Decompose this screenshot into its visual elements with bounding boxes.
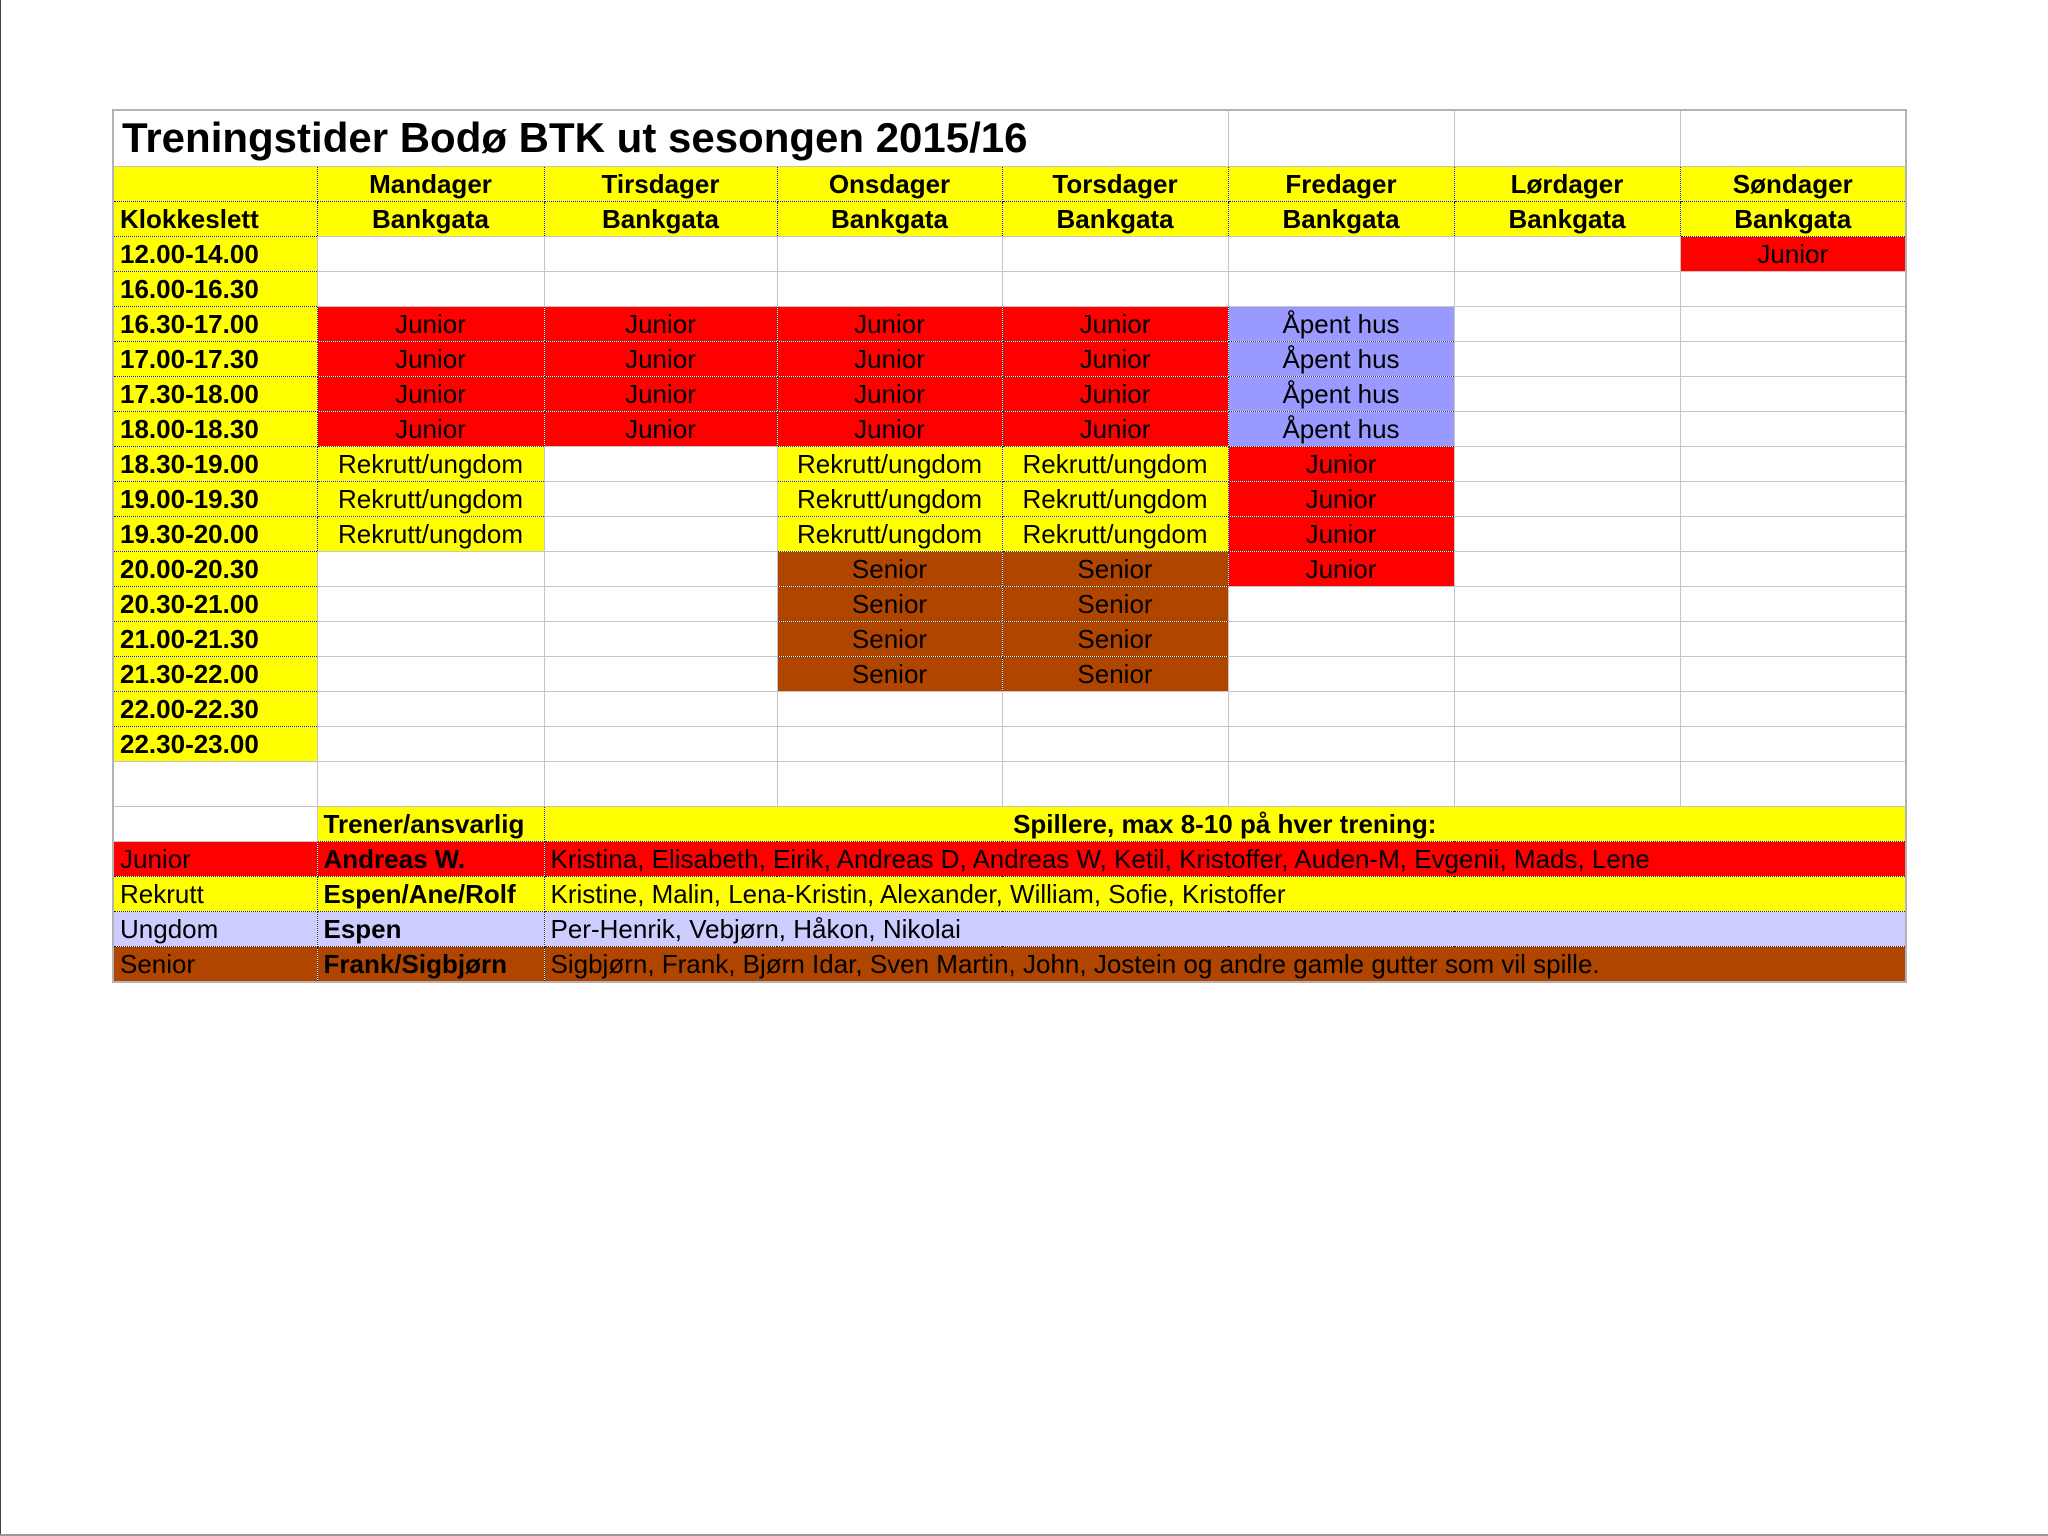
roster-players-ungdom: Per-Henrik, Vebjørn, Håkon, Nikolai xyxy=(544,911,1906,946)
time-column-label: Klokkeslett xyxy=(113,201,317,236)
session-cell-wednesday: Junior xyxy=(777,306,1002,341)
spacer-row xyxy=(113,762,1906,806)
empty-slot-saturday xyxy=(1454,306,1680,341)
venue-wednesday: Bankgata xyxy=(777,201,1002,236)
venue-header-row xyxy=(113,201,1906,236)
time-slot-label: 19.00-19.30 xyxy=(113,481,317,516)
session-cell-thursday: Senior xyxy=(1002,587,1228,622)
session-cell-wednesday: Rekrutt/ungdom xyxy=(777,516,1002,551)
empty-slot-monday xyxy=(317,622,544,657)
venue-thursday: Bankgata xyxy=(1002,201,1228,236)
empty-slot-saturday xyxy=(1454,446,1680,481)
empty-cell xyxy=(1228,110,1454,166)
empty-slot-tuesday xyxy=(544,622,777,657)
schedule-row xyxy=(113,657,1906,692)
session-cell-tuesday: Junior xyxy=(544,306,777,341)
roster-group-rekrutt: Rekrutt xyxy=(113,876,317,911)
day-header-friday: Fredager xyxy=(1228,166,1454,201)
empty-slot-wednesday xyxy=(777,236,1002,271)
roster-row-senior xyxy=(113,946,1906,982)
session-cell-thursday: Junior xyxy=(1002,306,1228,341)
training-schedule-sheet xyxy=(112,109,1907,983)
empty-slot-thursday xyxy=(1002,727,1228,762)
empty-slot-saturday xyxy=(1454,587,1680,622)
schedule-row xyxy=(113,552,1906,587)
empty-slot-tuesday xyxy=(544,727,777,762)
empty-slot-friday xyxy=(1228,727,1454,762)
empty-slot-friday xyxy=(1228,622,1454,657)
empty-slot-friday xyxy=(1228,271,1454,306)
empty-slot-saturday xyxy=(1454,236,1680,271)
page-left-edge xyxy=(0,0,1,1536)
day-header-tuesday: Tirsdager xyxy=(544,166,777,201)
session-cell-wednesday: Senior xyxy=(777,587,1002,622)
roster-trainer-junior: Andreas W. xyxy=(317,841,544,876)
time-slot-label: 12.00-14.00 xyxy=(113,236,317,271)
empty-slot-saturday xyxy=(1454,516,1680,551)
schedule-row xyxy=(113,516,1906,551)
roster-players-junior: Kristina, Elisabeth, Eirik, Andreas D, Andreas W, Ketil, Kristoffer, Auden-M, Evgenii, Mads, Lene xyxy=(544,841,1906,876)
session-cell-friday: Åpent hus xyxy=(1228,306,1454,341)
roster-group-ungdom: Ungdom xyxy=(113,911,317,946)
empty-slot-friday xyxy=(1228,236,1454,271)
session-cell-monday: Rekrutt/ungdom xyxy=(317,481,544,516)
time-slot-label: 17.30-18.00 xyxy=(113,376,317,411)
empty-slot-saturday xyxy=(1454,341,1680,376)
empty-slot-monday xyxy=(317,271,544,306)
time-slot-label: 19.30-20.00 xyxy=(113,516,317,551)
session-cell-thursday: Senior xyxy=(1002,622,1228,657)
session-cell-monday: Junior xyxy=(317,306,544,341)
empty-slot-sunday xyxy=(1680,376,1906,411)
session-cell-wednesday: Rekrutt/ungdom xyxy=(777,481,1002,516)
empty-slot-tuesday xyxy=(544,657,777,692)
session-cell-thursday: Rekrutt/ungdom xyxy=(1002,516,1228,551)
day-header-sunday: Søndager xyxy=(1680,166,1906,201)
empty-cell xyxy=(1454,110,1680,166)
roster-group-junior: Junior xyxy=(113,841,317,876)
empty-cell xyxy=(1454,762,1680,806)
empty-slot-saturday xyxy=(1454,727,1680,762)
session-cell-thursday: Junior xyxy=(1002,411,1228,446)
empty-slot-tuesday xyxy=(544,271,777,306)
session-cell-monday: Junior xyxy=(317,341,544,376)
session-cell-friday: Junior xyxy=(1228,446,1454,481)
schedule-row xyxy=(113,411,1906,446)
session-cell-tuesday: Junior xyxy=(544,341,777,376)
empty-slot-saturday xyxy=(1454,692,1680,727)
session-cell-friday: Åpent hus xyxy=(1228,341,1454,376)
empty-cell xyxy=(1002,762,1228,806)
time-slot-label: 20.30-21.00 xyxy=(113,587,317,622)
session-cell-thursday: Senior xyxy=(1002,657,1228,692)
day-header-row xyxy=(113,166,1906,201)
empty-slot-saturday xyxy=(1454,622,1680,657)
time-slot-label: 16.30-17.00 xyxy=(113,306,317,341)
empty-cell xyxy=(1680,762,1906,806)
roster-trainer-rekrutt: Espen/Ane/Rolf xyxy=(317,876,544,911)
roster-trainer-ungdom: Espen xyxy=(317,911,544,946)
title-row xyxy=(113,110,1906,166)
empty-slot-monday xyxy=(317,236,544,271)
empty-slot-tuesday xyxy=(544,516,777,551)
empty-cell xyxy=(317,762,544,806)
schedule-row xyxy=(113,692,1906,727)
empty-slot-sunday xyxy=(1680,657,1906,692)
roster-trainer-senior: Frank/Sigbjørn xyxy=(317,946,544,982)
session-cell-monday: Junior xyxy=(317,411,544,446)
empty-cell xyxy=(113,806,317,841)
empty-slot-sunday xyxy=(1680,727,1906,762)
empty-slot-tuesday xyxy=(544,481,777,516)
empty-slot-saturday xyxy=(1454,552,1680,587)
venue-saturday: Bankgata xyxy=(1454,201,1680,236)
session-cell-thursday: Rekrutt/ungdom xyxy=(1002,481,1228,516)
time-slot-label: 20.00-20.30 xyxy=(113,552,317,587)
time-slot-label: 22.00-22.30 xyxy=(113,692,317,727)
roster-row-rekrutt xyxy=(113,876,1906,911)
empty-slot-saturday xyxy=(1454,376,1680,411)
corner-cell xyxy=(113,166,317,201)
day-header-monday: Mandager xyxy=(317,166,544,201)
empty-slot-tuesday xyxy=(544,552,777,587)
empty-slot-sunday xyxy=(1680,516,1906,551)
empty-cell xyxy=(777,762,1002,806)
empty-slot-saturday xyxy=(1454,411,1680,446)
empty-slot-sunday xyxy=(1680,622,1906,657)
schedule-row xyxy=(113,622,1906,657)
empty-slot-sunday xyxy=(1680,552,1906,587)
session-cell-thursday: Junior xyxy=(1002,376,1228,411)
session-cell-friday: Junior xyxy=(1228,552,1454,587)
session-cell-tuesday: Junior xyxy=(544,376,777,411)
empty-slot-sunday xyxy=(1680,271,1906,306)
empty-slot-wednesday xyxy=(777,692,1002,727)
empty-slot-monday xyxy=(317,692,544,727)
schedule-row xyxy=(113,446,1906,481)
empty-slot-sunday xyxy=(1680,411,1906,446)
session-cell-monday: Rekrutt/ungdom xyxy=(317,446,544,481)
trainer-column-header: Trener/ansvarlig xyxy=(317,806,544,841)
schedule-row xyxy=(113,376,1906,411)
page-title: Treningstider Bodø BTK ut sesongen 2015/16 xyxy=(113,110,1228,166)
session-cell-thursday: Rekrutt/ungdom xyxy=(1002,446,1228,481)
empty-slot-friday xyxy=(1228,692,1454,727)
session-cell-wednesday: Junior xyxy=(777,411,1002,446)
venue-monday: Bankgata xyxy=(317,201,544,236)
session-cell-monday: Junior xyxy=(317,376,544,411)
empty-slot-wednesday xyxy=(777,271,1002,306)
empty-slot-monday xyxy=(317,587,544,622)
roster-header-row xyxy=(113,806,1906,841)
time-slot-label: 17.00-17.30 xyxy=(113,341,317,376)
session-cell-monday: Rekrutt/ungdom xyxy=(317,516,544,551)
session-cell-wednesday: Senior xyxy=(777,622,1002,657)
empty-slot-thursday xyxy=(1002,271,1228,306)
session-cell-friday: Junior xyxy=(1228,481,1454,516)
empty-slot-sunday xyxy=(1680,587,1906,622)
empty-slot-wednesday xyxy=(777,727,1002,762)
empty-slot-thursday xyxy=(1002,236,1228,271)
roster-row-junior xyxy=(113,841,1906,876)
session-cell-thursday: Senior xyxy=(1002,552,1228,587)
empty-slot-saturday xyxy=(1454,657,1680,692)
venue-tuesday: Bankgata xyxy=(544,201,777,236)
empty-slot-sunday xyxy=(1680,341,1906,376)
time-slot-label: 18.30-19.00 xyxy=(113,446,317,481)
empty-slot-saturday xyxy=(1454,481,1680,516)
session-cell-wednesday: Junior xyxy=(777,341,1002,376)
session-cell-wednesday: Rekrutt/ungdom xyxy=(777,446,1002,481)
empty-slot-thursday xyxy=(1002,692,1228,727)
empty-slot-tuesday xyxy=(544,587,777,622)
time-slot-label: 21.30-22.00 xyxy=(113,657,317,692)
time-slot-label: 16.00-16.30 xyxy=(113,271,317,306)
roster-group-senior: Senior xyxy=(113,946,317,982)
day-header-saturday: Lørdager xyxy=(1454,166,1680,201)
empty-slot-monday xyxy=(317,727,544,762)
schedule-row xyxy=(113,341,1906,376)
session-cell-friday: Junior xyxy=(1228,516,1454,551)
empty-slot-monday xyxy=(317,552,544,587)
venue-sunday: Bankgata xyxy=(1680,201,1906,236)
schedule-row xyxy=(113,481,1906,516)
venue-friday: Bankgata xyxy=(1228,201,1454,236)
time-slot-label: 21.00-21.30 xyxy=(113,622,317,657)
roster-players-senior: Sigbjørn, Frank, Bjørn Idar, Sven Martin, John, Jostein og andre gamle gutter som vil spille. xyxy=(544,946,1906,982)
empty-cell xyxy=(544,762,777,806)
empty-slot-sunday xyxy=(1680,306,1906,341)
schedule-row xyxy=(113,727,1906,762)
session-cell-sunday: Junior xyxy=(1680,236,1906,271)
empty-cell xyxy=(113,762,317,806)
empty-slot-sunday xyxy=(1680,446,1906,481)
empty-slot-sunday xyxy=(1680,481,1906,516)
schedule-row xyxy=(113,306,1906,341)
roster-players-rekrutt: Kristine, Malin, Lena-Kristin, Alexander, William, Sofie, Kristoffer xyxy=(544,876,1906,911)
empty-slot-tuesday xyxy=(544,446,777,481)
empty-slot-saturday xyxy=(1454,271,1680,306)
session-cell-wednesday: Junior xyxy=(777,376,1002,411)
empty-slot-tuesday xyxy=(544,236,777,271)
day-header-wednesday: Onsdager xyxy=(777,166,1002,201)
schedule-row xyxy=(113,271,1906,306)
players-column-header: Spillere, max 8-10 på hver trening: xyxy=(544,806,1906,841)
empty-cell xyxy=(1228,762,1454,806)
session-cell-wednesday: Senior xyxy=(777,552,1002,587)
empty-slot-friday xyxy=(1228,657,1454,692)
session-cell-friday: Åpent hus xyxy=(1228,411,1454,446)
session-cell-friday: Åpent hus xyxy=(1228,376,1454,411)
empty-slot-friday xyxy=(1228,587,1454,622)
empty-cell xyxy=(1680,110,1906,166)
session-cell-wednesday: Senior xyxy=(777,657,1002,692)
schedule-row xyxy=(113,587,1906,622)
time-slot-label: 22.30-23.00 xyxy=(113,727,317,762)
empty-slot-monday xyxy=(317,657,544,692)
schedule-row xyxy=(113,236,1906,271)
session-cell-tuesday: Junior xyxy=(544,411,777,446)
roster-row-ungdom xyxy=(113,911,1906,946)
day-header-thursday: Torsdager xyxy=(1002,166,1228,201)
time-slot-label: 18.00-18.30 xyxy=(113,411,317,446)
session-cell-thursday: Junior xyxy=(1002,341,1228,376)
empty-slot-tuesday xyxy=(544,692,777,727)
empty-slot-sunday xyxy=(1680,692,1906,727)
